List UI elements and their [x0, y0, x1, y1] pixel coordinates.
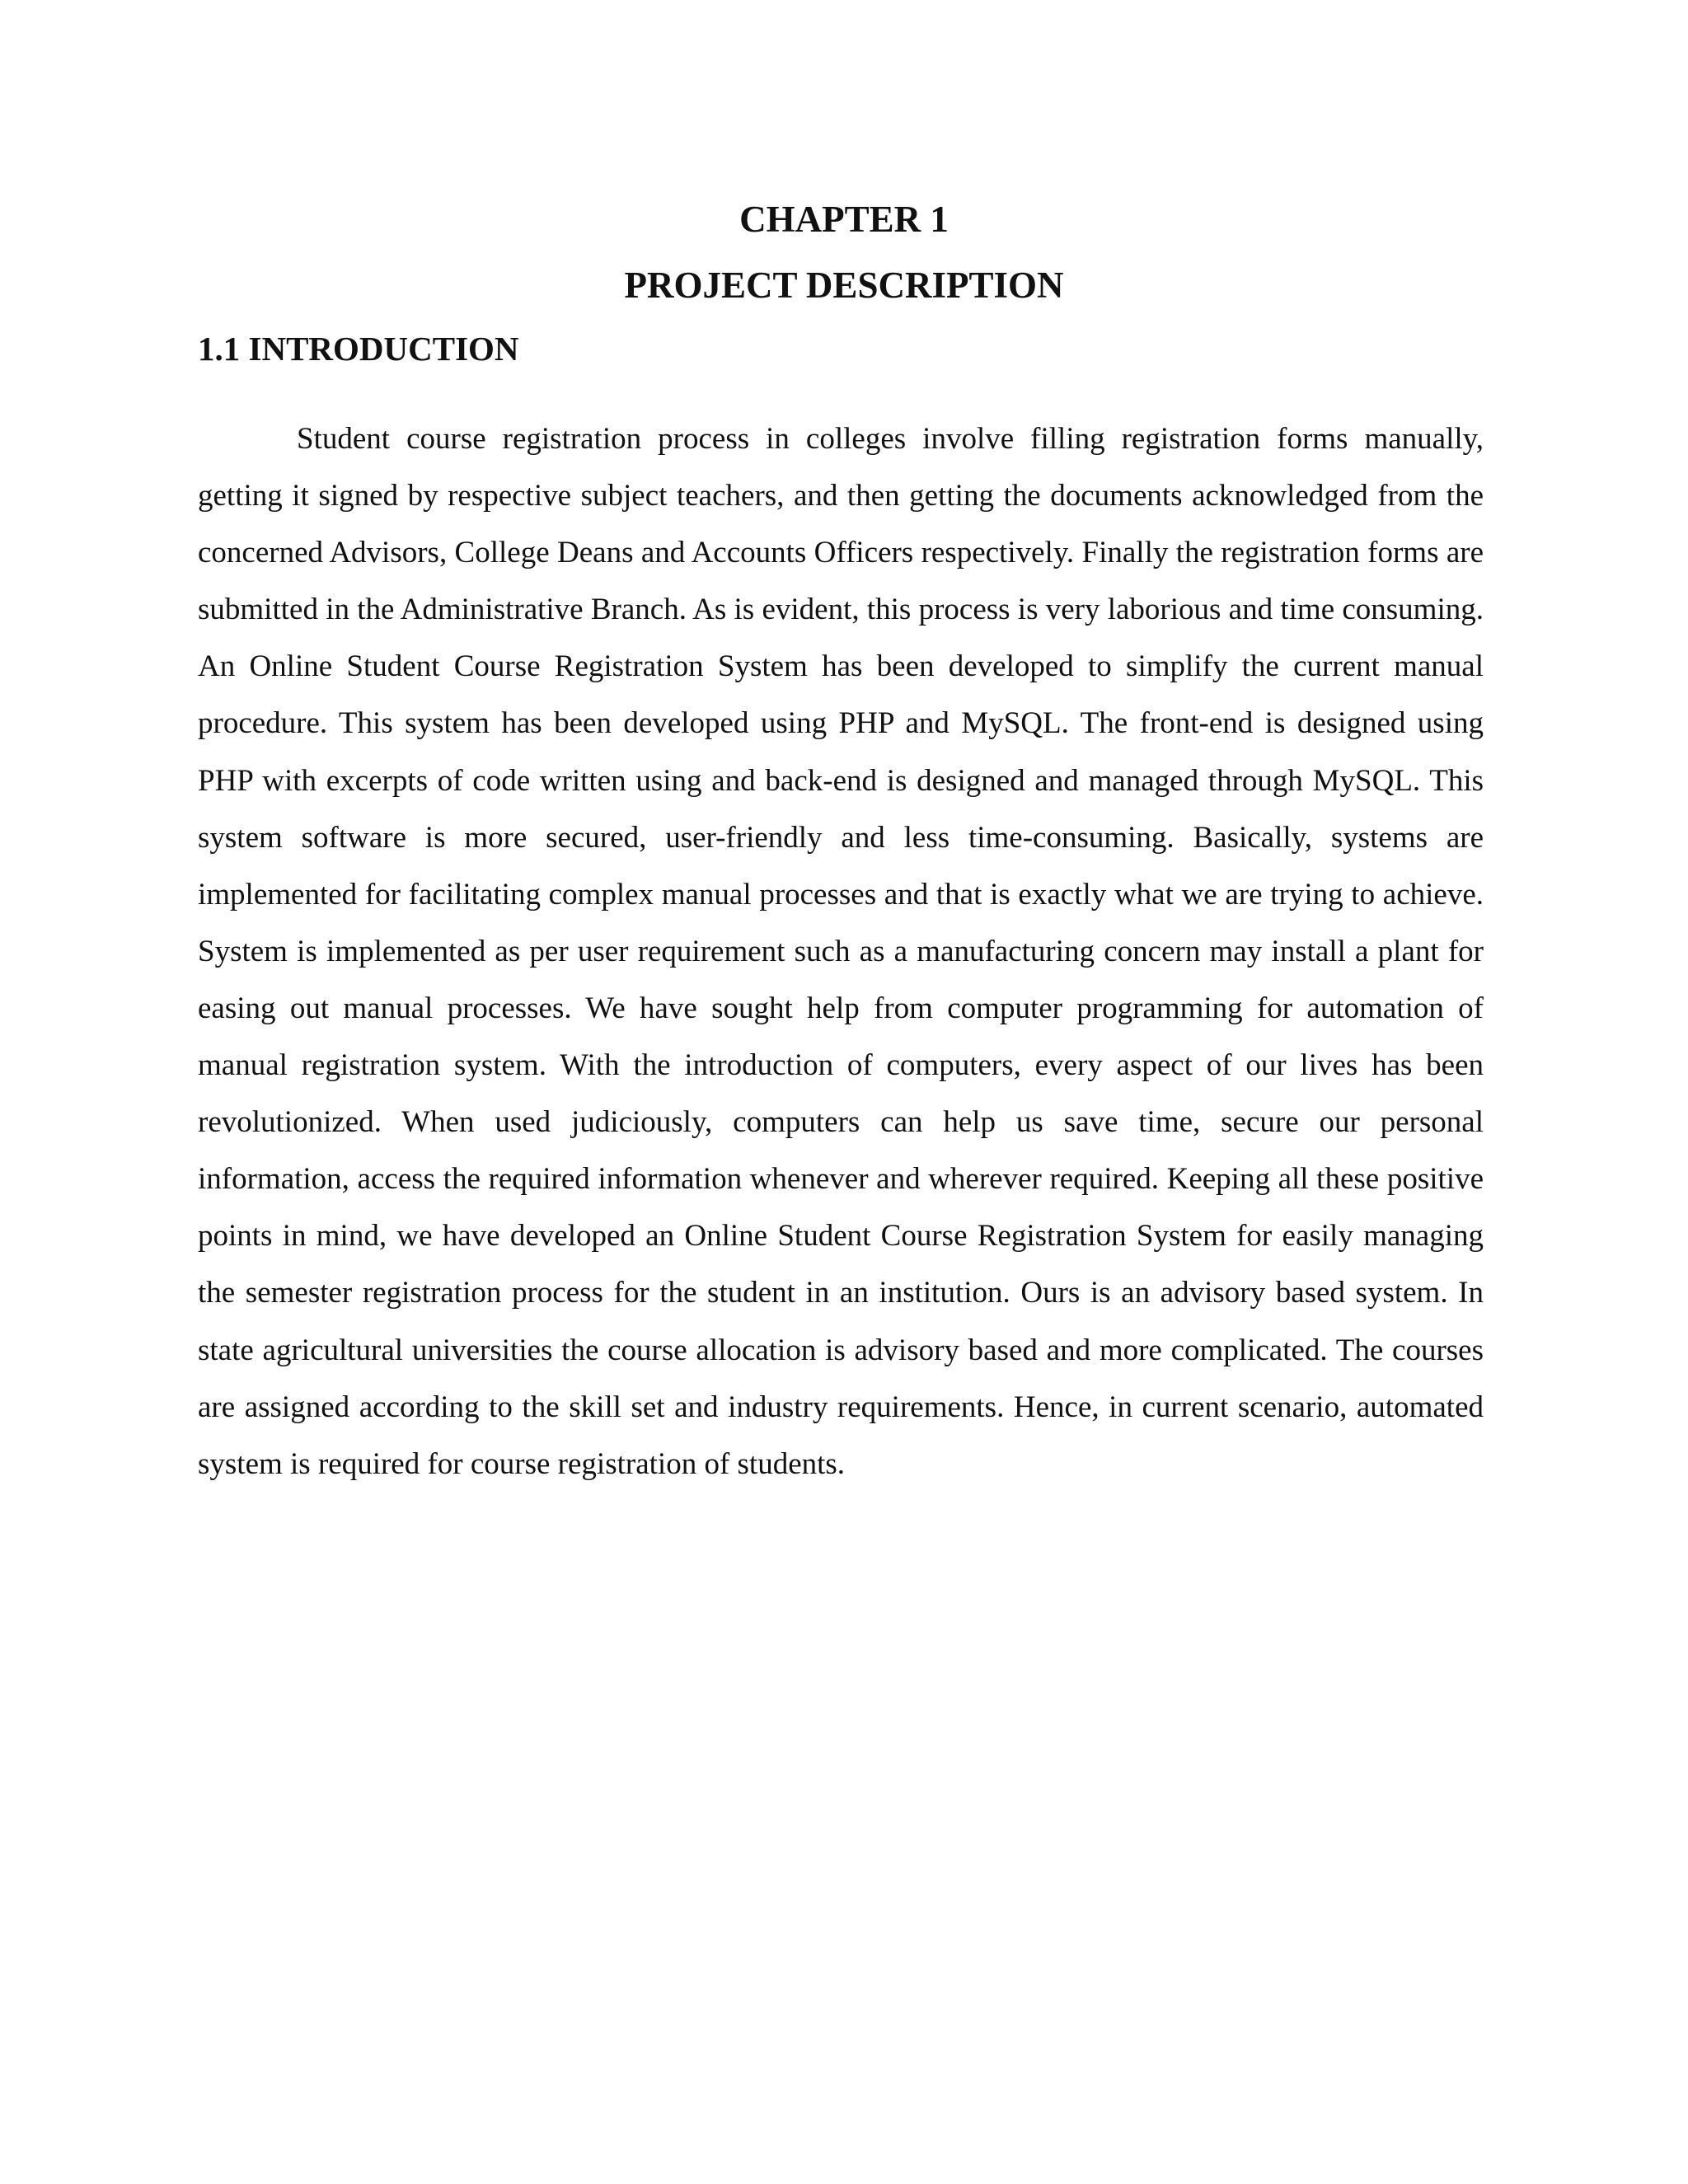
chapter-number: CHAPTER 1 — [739, 199, 949, 240]
chapter-title: PROJECT DESCRIPTION — [624, 265, 1064, 306]
section-heading: 1.1 INTRODUCTION — [198, 330, 519, 368]
introduction-paragraph: Student course registration process in colleges involve filling registration forms manually, getting it signed by respective subject teachers, and then getting the documents acknowledged from the concerned Advisors, College Deans and Accounts Officers respectively. Finally the registration forms are submitted in the Administrative Branch. As is evident, this process is very laborious and time consuming. An Online Student Course Registration System has been developed to simplify the current manual procedure. This system has been developed using PHP and MySQL. The front-end is designed using PHP with excerpts of code written using and back-end is designed and managed through MySQL. This system software is more secured, user-friendly and less time-consuming. Basically, systems are implemented for facilitating complex manual processes and that is exactly what we are trying to achieve. System is implemented as per user requirement such as a manufacturing concern may install a plant for easing out manual processes. We have sought help from computer programming for automation of manual registration system. With the introduction of computers, every aspect of our lives has been revolutionized. When used judiciously, computers can help us save time, secure our personal information, access the required information whenever and wherever required. Keeping all these positive points in mind, we have developed an Online Student Course Registration System for easily managing the semester registration process for the student in an institution. Ours is an advisory based system. In state agricultural universities the course allocation is advisory based and more complicated. The courses are assigned according to the skill set and industry requirements. Hence, in current scenario, automated system is required for course registration of students. — [198, 422, 1484, 1481]
